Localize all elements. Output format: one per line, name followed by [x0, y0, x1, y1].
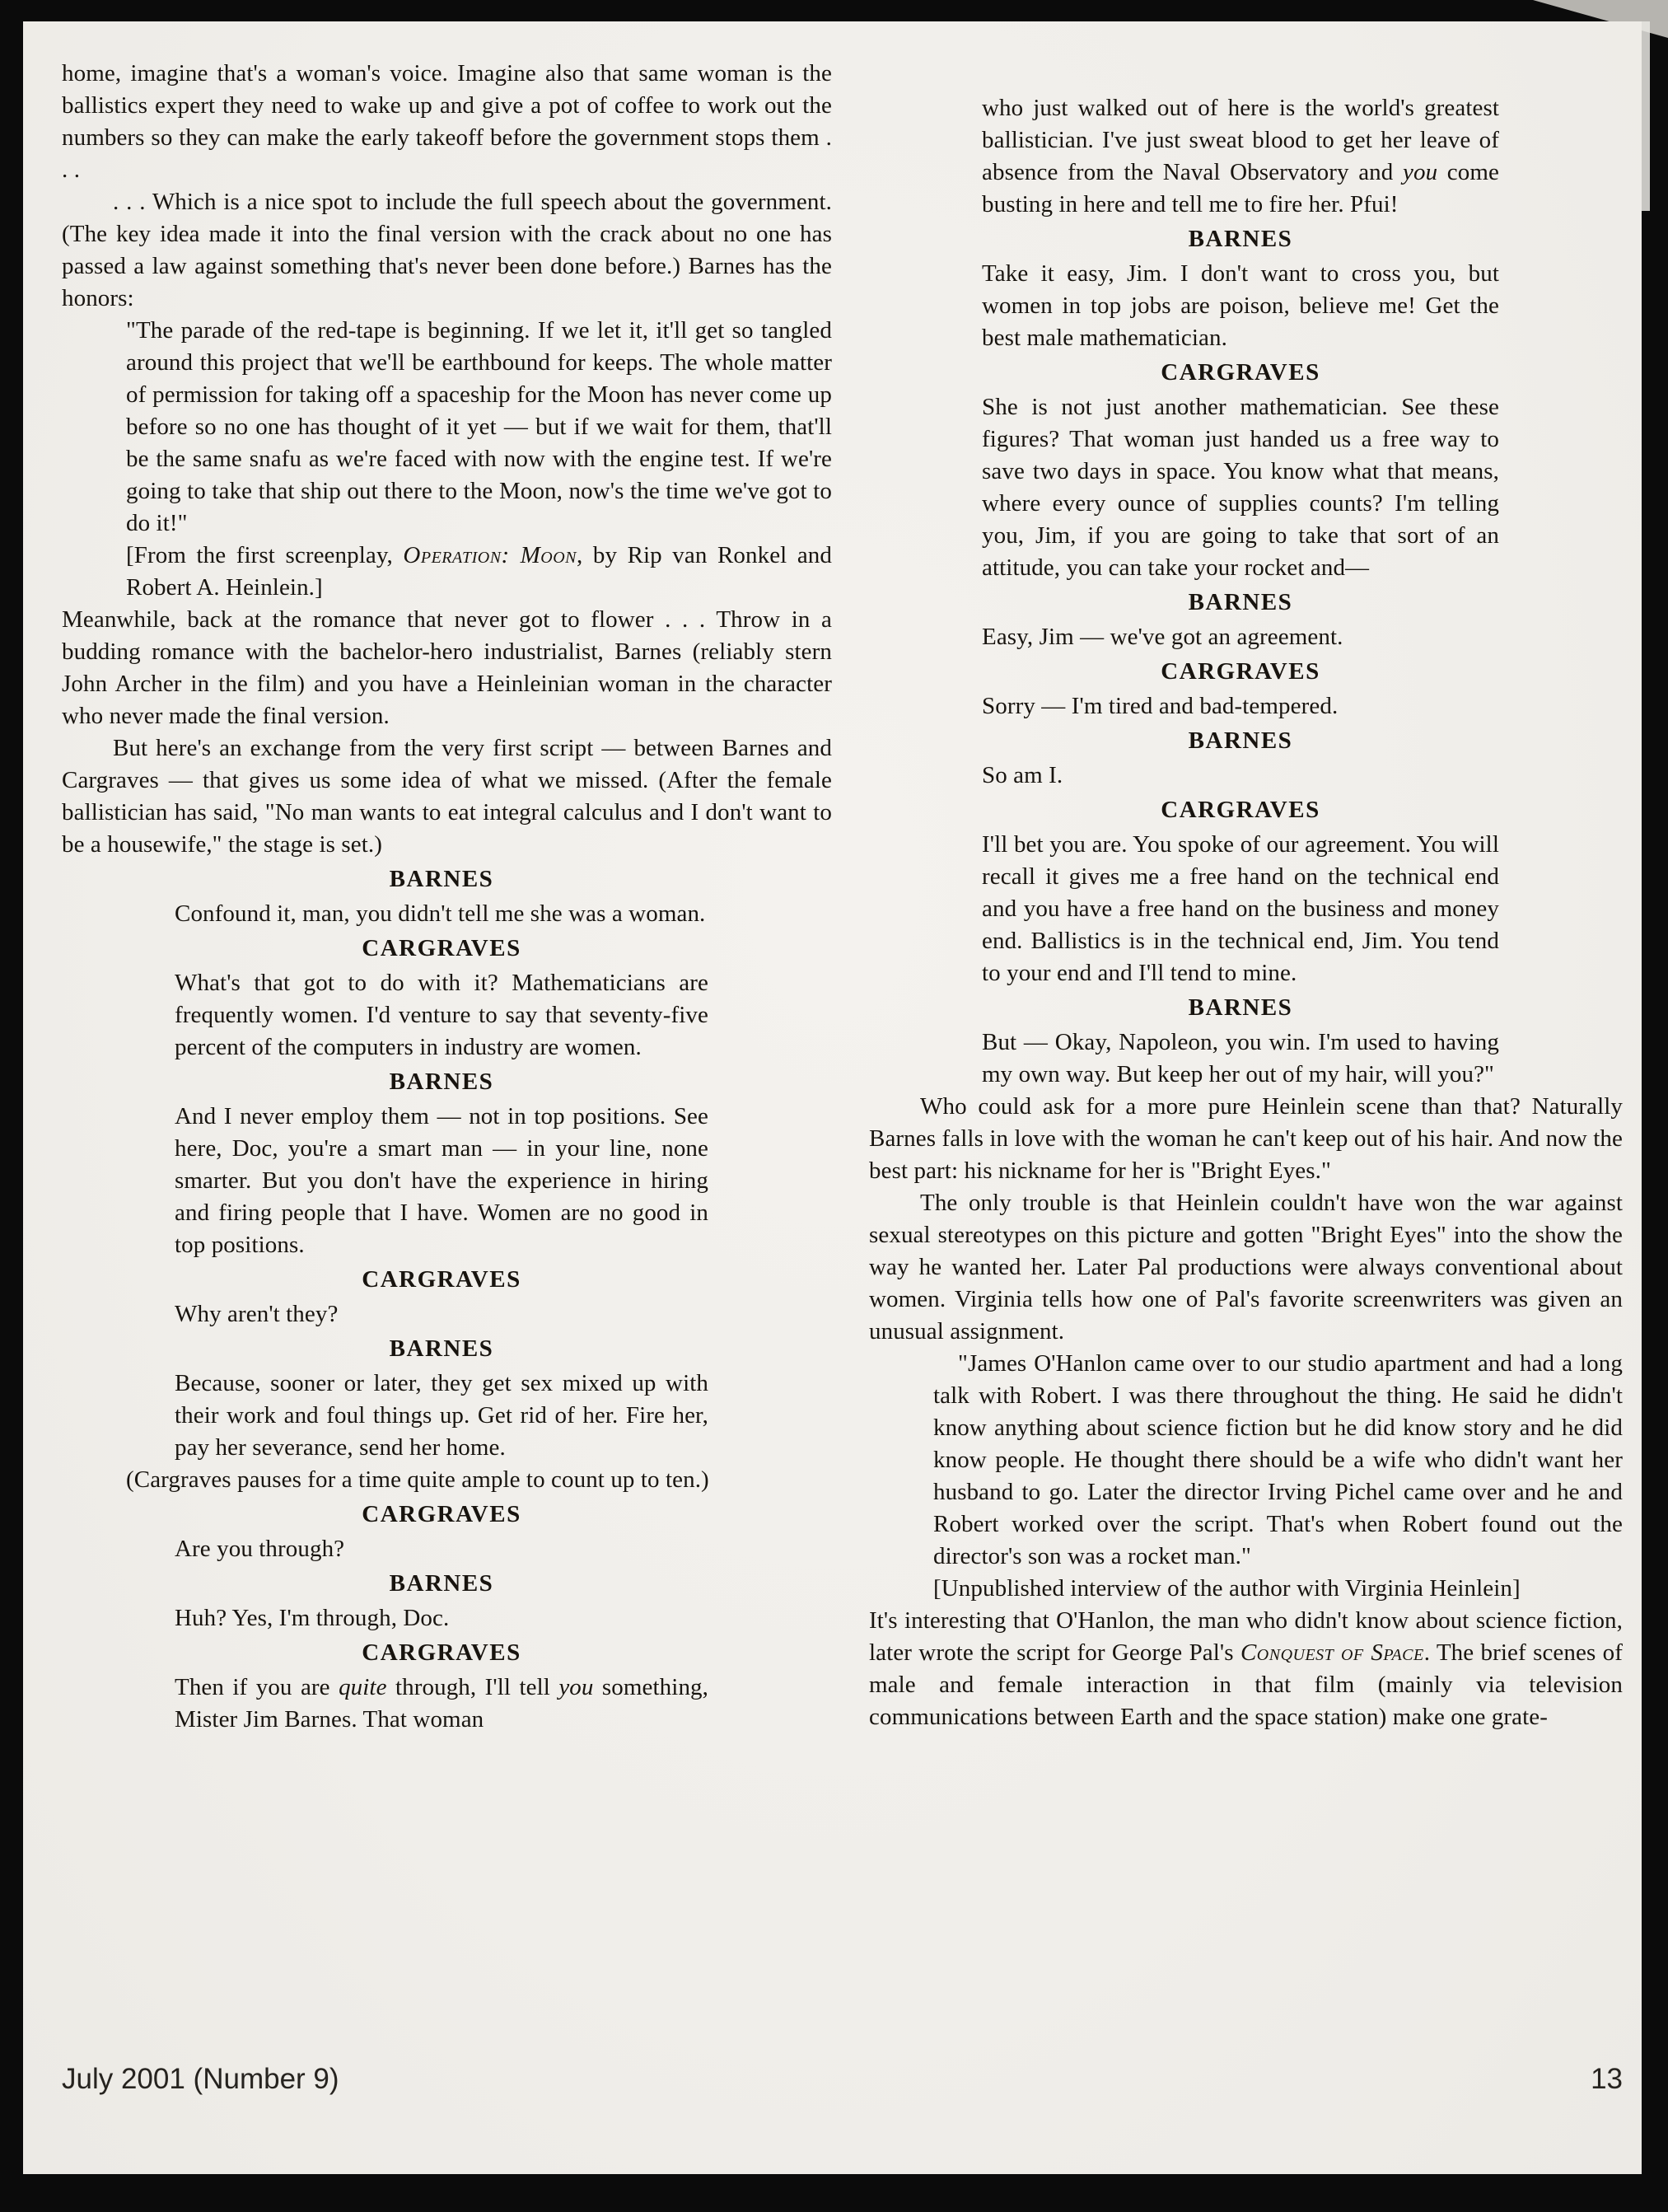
text-run: who just walked out of here is the world's greatest ballistician. I've just sweat blood to get her leave of absence from the Naval Observatory and — [982, 95, 1499, 185]
text-run: come busting in here and tell me to fire her. Pfui! — [982, 159, 1499, 217]
text-run: through, I'll tell — [386, 1674, 559, 1700]
script-speaker: BARNES — [1188, 589, 1293, 615]
script-speaker: BARNES — [389, 1069, 494, 1095]
script-dialogue: She is not just another mathematician. See these figures? That woman just handed us a free way to save two days in space. You know what that means, where every ounce of supplies counts? I'm telling you, Jim, if you are going to take that sort of an attitude, you can take your rocket and— — [982, 394, 1499, 581]
paragraph — [869, 1605, 1623, 1733]
script-dialogue: Take it easy, Jim. I don't want to cross you, but women in top jobs are poison, believe me! Get the best male mathematician. — [982, 260, 1499, 351]
text-run: It's interesting that O'Hanlon, the man who didn't know about science fiction, later wrote the script for George Pal's — [869, 1607, 1623, 1666]
script-dialogue: What's that got to do with it? Mathematicians are frequently women. I'd venture to say that seventy-five percent of the computers in industry are women. — [175, 970, 708, 1060]
paper — [23, 21, 1642, 2174]
script-dialogue: Easy, Jim — we've got an agreement. — [982, 624, 1343, 650]
text-run: you — [558, 1674, 594, 1700]
footer-page-number: 13 — [1591, 2063, 1623, 2095]
script-speaker: CARGRAVES — [1161, 658, 1320, 685]
script-speaker: CARGRAVES — [1161, 797, 1320, 823]
text-column-left — [62, 58, 832, 1736]
script-dialogue: Confound it, man, you didn't tell me she was a woman. — [175, 900, 706, 927]
paragraph: The only trouble is that Heinlein couldn't have won the war against sexual stereotypes on this picture and gotten "Bright Eyes" into the show the way he wanted her. Later Pal productions were always conventional about women. Virginia tells how one of Pal's favorite screenwriters was given an unusual assignment. — [869, 1190, 1623, 1345]
text-run: . The brief scenes of male and female interaction in that film (mainly via television communications between Earth and the space station) make one grate- — [869, 1639, 1624, 1730]
paragraph: But here's an exchange from the very first script — between Barnes and Cargraves — that gives us some idea of what we missed. (After the female ballistician has said, "No man wants to eat integral calculus and I don't want to be a housewife," the stage is set.) — [62, 735, 832, 858]
text-run: , by Rip van Ronkel and Robert A. Heinlein.] — [126, 542, 833, 601]
script-dialogue: So am I. — [982, 762, 1063, 788]
script-dialogue: And I never employ them — not in top positions. See here, Doc, you're a smart man — in your line, none smarter. But you don't have the experience in hiring and firing people that I have. Women are no good in top positions. — [175, 1103, 708, 1258]
text-run: Conquest of Space — [1240, 1639, 1424, 1666]
script-speaker: BARNES — [1188, 226, 1293, 252]
script-speaker: BARNES — [1188, 994, 1293, 1021]
text-column-right — [869, 92, 1623, 1733]
script-dialogue: Why aren't they? — [175, 1301, 339, 1327]
script-speaker: CARGRAVES — [362, 935, 521, 961]
script-speaker: BARNES — [389, 1335, 494, 1362]
script-speaker: CARGRAVES — [362, 1266, 521, 1293]
script-speaker: BARNES — [389, 866, 494, 892]
text-run: quite — [339, 1674, 387, 1700]
block-quote: "James O'Hanlon came over to our studio apartment and had a long talk with Robert. I was there throughout the thing. He said he didn't know anything about science fiction but he did know story and he did know people. He thought there should be a wife who didn't want her husband to go. Later the director Irving Pichel came over and he and Robert worked over the script. That's when Robert found out the director's son was a rocket man." — [933, 1350, 1623, 1569]
text-run: Then if you are — [175, 1674, 339, 1700]
text-run: Operation: Moon — [403, 542, 577, 568]
block-quote: "The parade of the red-tape is beginning. If we let it, it'll get so tangled around this project that we'll be earthbound for keeps. The whole matter of permission for taking off a spaceship for the Moon has never come up before so no one has thought of it yet — but if we wait for them, that'll be the same snafu as we're faced with now with the engine test. If we're going to take that ship out there to the Moon, now's the time we've got to do it!" — [126, 317, 832, 536]
footer-issue: July 2001 (Number 9) — [62, 2063, 339, 2095]
script-dialogue: Sorry — I'm tired and bad-tempered. — [982, 693, 1339, 719]
paragraph: Who could ask for a more pure Heinlein scene than that? Naturally Barnes falls in love with the woman he can't keep out of his hair. And now the best part: his nickname for her is "Bright Eyes." — [869, 1093, 1623, 1184]
script-speaker: CARGRAVES — [1161, 359, 1320, 386]
script-speaker: CARGRAVES — [362, 1639, 521, 1666]
script-dialogue: Because, sooner or later, they get sex mixed up with their work and foul things up. Get rid of her. Fire her, pay her severance, send her home. — [175, 1370, 708, 1461]
block-quote: [Unpublished interview of the author with Virginia Heinlein] — [933, 1575, 1521, 1602]
script-speaker: CARGRAVES — [362, 1501, 521, 1527]
script-dialogue: I'll bet you are. You spoke of our agreement. You will recall it gives me a free hand on the technical end and you have a free hand on the business and money end. Ballistics is in the technical end, Jim. You tend to your end and I'll tend to mine. — [982, 831, 1499, 986]
script-dialogue: Are you through? — [175, 1536, 345, 1562]
block-quote — [126, 540, 832, 604]
script-speaker: BARNES — [1188, 727, 1293, 754]
text-run: something, Mister Jim Barnes. That woman — [175, 1674, 708, 1733]
paragraph: . . . Which is a nice spot to include the full speech about the government. (The key idea made it into the final version with the crack about no one has passed a law against something that's never been done before.) Barnes has the honors: — [62, 189, 832, 311]
script-dialogue: But — Okay, Napoleon, you win. I'm used to having my own way. But keep her out of my hair, will you?" — [982, 1029, 1499, 1087]
script-speaker: BARNES — [389, 1570, 494, 1597]
text-run: [From the first screenplay, — [126, 542, 404, 568]
paragraph: Meanwhile, back at the romance that never got to flower . . . Throw in a budding romance with the bachelor-hero industrialist, Barnes (reliably stern John Archer in the film) and you have a Heinleinian woman in the character who never made the final version. — [62, 606, 832, 729]
paragraph: home, imagine that's a woman's voice. Imagine also that same woman is the ballistics expert they need to wake up and give a pot of coffee to work out the numbers so they can make the early takeoff before the government stops them . . . — [62, 60, 832, 183]
page-footer — [62, 2063, 1623, 2096]
script-dialogue — [175, 1672, 708, 1736]
text-run: you — [1403, 159, 1438, 185]
script-dialogue: Huh? Yes, I'm through, Doc. — [175, 1605, 450, 1631]
stage-direction: (Cargraves pauses for a time quite ample to count up to ten.) — [126, 1466, 709, 1493]
script-dialogue — [982, 92, 1499, 221]
